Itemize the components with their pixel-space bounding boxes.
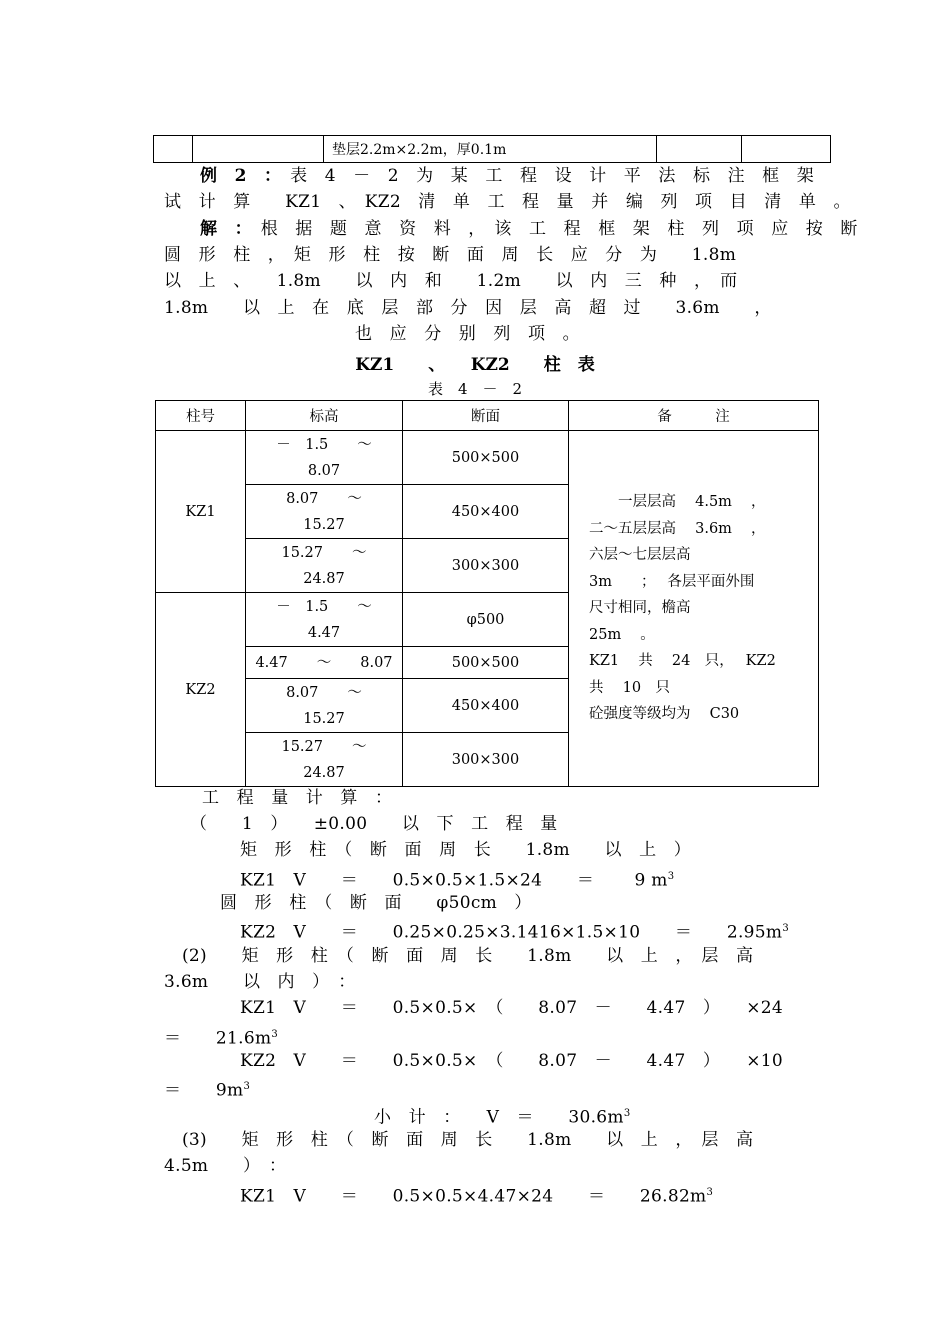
paragraph-line: 试 计 算 KZ1 、 KZ2 清 单 工 程 量 并 编 列 项 目 清 单 。 xyxy=(164,192,851,212)
column-table xyxy=(155,400,819,787)
calc-line: 圆 形 柱 （ 断 面 φ50cm ） xyxy=(220,893,532,913)
solution-label: 解 ： xyxy=(200,219,244,239)
calc-line: KZ1 V ＝ 0.5×0.5×4.47×24 ＝ $26.82m^3$ xyxy=(240,1186,714,1207)
elevation-cell: 15.27 ～ 24.87 xyxy=(246,539,403,593)
section-cell: φ500 xyxy=(403,593,569,647)
solution-text: 根 据 题 意 资 料 ， 该 工 程 框 架 柱 列 项 应 按 断 xyxy=(243,219,858,239)
section-cell: 300×300 xyxy=(403,733,569,787)
table-cell xyxy=(742,136,831,163)
paragraph-line: 也 应 分 别 列 项 。 xyxy=(355,324,580,344)
calc-line: (3) 矩 形 柱 （ 断 面 周 长 1.8m 以 上 ， 层 高 xyxy=(182,1130,754,1150)
example-text: 表 4 － 2 为 某 工 程 设 计 平 法 标 注 框 架 xyxy=(272,166,815,186)
calc-line: KZ1 V ＝ 0.5×0.5× （ 8.07 － 4.47 ） ×24 xyxy=(240,998,784,1018)
calc-line: (2) 矩 形 柱 （ 断 面 周 长 1.8m 以 上 ， 层 高 xyxy=(182,946,754,966)
elevation-cell: 4.47 ～ 8.07 xyxy=(246,647,403,679)
subtotal-line: 小 计 ： V ＝ $30.6m^3$ xyxy=(374,1107,631,1128)
calc-title: 工 程 量 计 算 ： xyxy=(202,788,393,808)
column-id-cell: KZ1 xyxy=(156,431,246,593)
elevation-cell: － 1.5 ～ 8.07 xyxy=(246,431,403,485)
table-cell: 垫层2.2m×2.2m，厚0.1m xyxy=(324,136,657,163)
top-table-row xyxy=(153,135,831,163)
header-cell: 备 注 xyxy=(569,401,819,431)
calc-line: 3.6m 以 内 ） ： xyxy=(164,972,356,992)
section-cell: 450×400 xyxy=(403,679,569,733)
paragraph-line: 以 上 、 1.8m 以 内 和 1.2m 以 内 三 种 ， 而 xyxy=(164,271,738,291)
calc-line: 4.5m ） ： xyxy=(164,1156,287,1176)
paragraph-line xyxy=(200,216,858,242)
section-cell: 500×500 xyxy=(403,431,569,485)
table-cell xyxy=(193,136,324,163)
column-id-cell: KZ2 xyxy=(156,593,246,787)
calc-line: （ 1 ） ±0.00 以 下 工 程 量 xyxy=(190,814,558,834)
section-cell: 300×300 xyxy=(403,539,569,593)
table-cell xyxy=(657,136,742,163)
paragraph-line xyxy=(200,163,814,189)
calc-line: 矩 形 柱 （ 断 面 周 长 1.8m 以 上 ） xyxy=(240,840,692,860)
paragraph-line: 圆 形 柱 ， 矩 形 柱 按 断 面 周 长 应 分 为 1.8m xyxy=(164,245,737,265)
table-number: 表 4 － 2 xyxy=(427,380,523,398)
elevation-cell: 15.27 ～ 24.87 xyxy=(246,733,403,787)
calc-line: ＝ $21.6m^3$ xyxy=(164,1028,279,1049)
elevation-cell: 8.07 ～ 15.27 xyxy=(246,679,403,733)
section-cell: 450×400 xyxy=(403,485,569,539)
elevation-cell: － 1.5 ～ 4.47 xyxy=(246,593,403,647)
remark-cell: 一层层高 4.5m ， 二～五层层高 3.6m ， 六层～七层层高 3m ； 各层平面外围 尺寸相同，檐高 25m 。 KZ1 共 24 只， KZ2 共 10 只 砼强度等级均为 C30 xyxy=(569,431,819,787)
example-label: 例 2 ： xyxy=(200,166,273,186)
calc-line: ＝ $9m^3$ xyxy=(164,1080,251,1101)
header-cell: 柱号 xyxy=(156,401,246,431)
paragraph-line: 1.8m 以 上 在 底 层 部 分 因 层 高 超 过 3.6m ， xyxy=(164,298,772,318)
table-cell xyxy=(154,136,193,163)
section-cell: 500×500 xyxy=(403,647,569,679)
header-cell: 断面 xyxy=(403,401,569,431)
calc-line: KZ2 V ＝ 0.25×0.25×3.1416×1.5×10 ＝ $2.95m^3$ xyxy=(240,922,789,943)
header-cell: 标高 xyxy=(246,401,403,431)
calc-line: KZ1 V ＝ 0.5×0.5×1.5×24 ＝ 9 $m^3$ xyxy=(240,870,675,891)
elevation-cell: 8.07 ～ 15.27 xyxy=(246,485,403,539)
table-caption: KZ1 、 KZ2 柱 表 xyxy=(355,355,595,375)
calc-line: KZ2 V ＝ 0.5×0.5× （ 8.07 － 4.47 ） ×10 xyxy=(240,1051,784,1071)
